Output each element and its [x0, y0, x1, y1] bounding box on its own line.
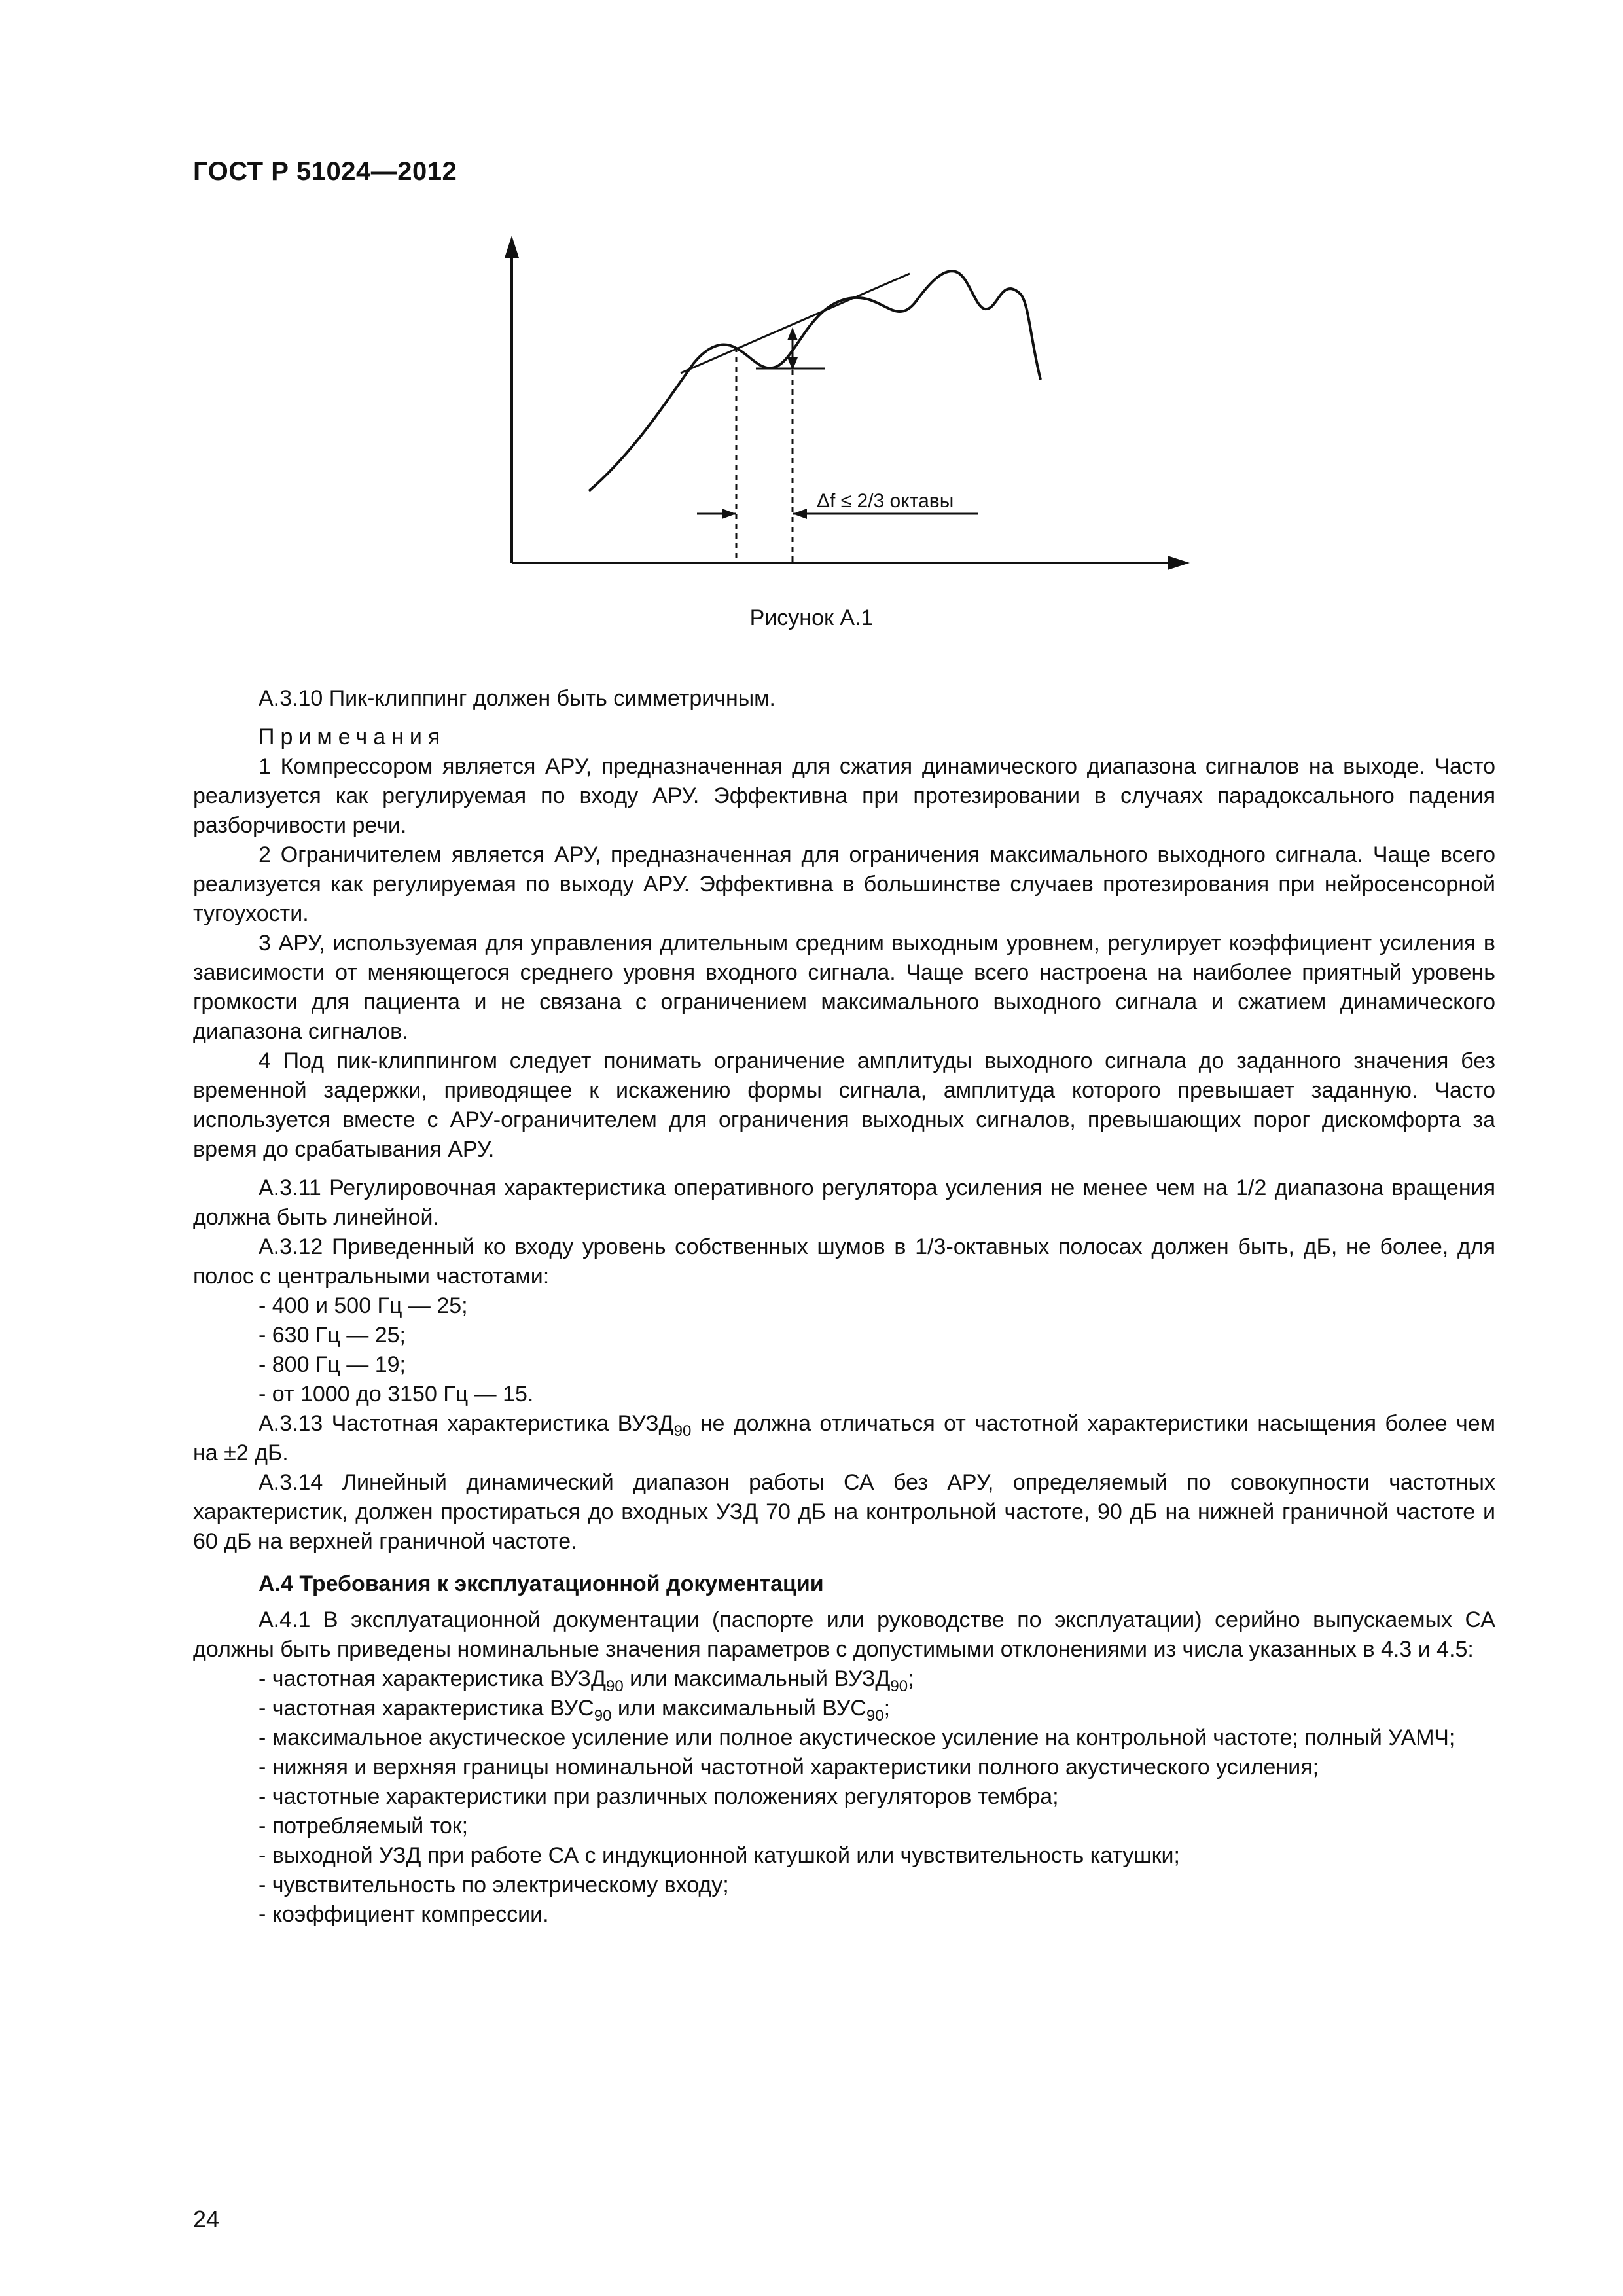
note-2: 2 Ограничителем является АРУ, предназначенная для ограничения максимального выходного сигнала. Чаще всего реализуется как регулируемая по выходу АРУ. Эффективна в большинстве случаев протезирования при нейросенсорной тугоухости.: [193, 842, 1495, 926]
figure-caption: Рисунок А.1: [749, 605, 874, 630]
list-item-text: ;: [908, 1666, 914, 1691]
document-header: ГОСТ Р 51024—2012: [193, 157, 457, 186]
subscript: 90: [605, 1677, 624, 1695]
list-item: - нижняя и верхняя границы номинальной частотной характеристики полного акустического усиления;: [259, 1755, 1319, 1780]
list-item: [193, 1694, 1495, 1723]
list-item: - выходной УЗД при работе СА с индукционной катушкой или чувствительность катушки;: [259, 1843, 1180, 1868]
clause-a313: [193, 1409, 1495, 1468]
note-3: 3 АРУ, используемая для управления длительным средним выходным уровнем, регулирует коэффициент усиления в зависимости от меняющегося среднего уровня входного сигнала. Чаще всего настроена на наиболее приятный уровень громкости для пациента и не связана с ограничением максимального выходного сигнала и сжатием динамического диапазона сигналов.: [193, 931, 1495, 1044]
x-axis: [512, 556, 1190, 570]
note-1: 1 Компрессором является АРУ, предназначенная для сжатия динамического диапазона сигналов на выходе. Часто реализуется как регулируемая по входу АРУ. Эффективна при протезировании в случаях парадоксального падения разборчивости речи.: [193, 754, 1495, 838]
list-item-text: или максимальный ВУЗД: [623, 1666, 891, 1691]
delta-f-label: Δf ≤ 2/3 октавы: [817, 490, 954, 512]
clause-a312: А.3.12 Приведенный ко входу уровень собственных шумов в 1/3-октавных полосах должен быть, дБ, не более, для полос с центральными частотами:: [193, 1234, 1495, 1289]
list-item: [193, 1664, 1495, 1694]
page-number: 24: [193, 2206, 220, 2233]
subscript: 90: [866, 1707, 884, 1725]
response-curve: [589, 271, 1041, 491]
list-item-text: - частотная характеристика ВУЗД: [259, 1666, 606, 1691]
list-item-text: или максимальный ВУС: [611, 1696, 866, 1721]
list-item: - чувствительность по электрическому входу;: [259, 1873, 729, 1897]
list-item: - потребляемый ток;: [259, 1814, 469, 1839]
list-item: - коэффициент компрессии.: [259, 1902, 549, 1927]
document-body: [193, 684, 1495, 1929]
list-item-text: ;: [883, 1696, 891, 1721]
notes-title: Примечания: [259, 725, 446, 749]
clause-a311: А.3.11 Регулировочная характеристика оперативного регулятора усиления не менее чем на 1/2 диапазона вращения должна быть линейной.: [193, 1175, 1495, 1230]
y-axis: [505, 236, 519, 563]
figure-a1: [497, 236, 1191, 589]
list-item: - от 1000 до 3150 Гц — 15.: [259, 1382, 534, 1407]
list-item: - 800 Гц — 19;: [259, 1352, 406, 1377]
clause-a313-text: не должна отличаться от частотной характеристики насыщения более чем на ±2 дБ.: [193, 1411, 1496, 1465]
amplitude-arrow: [787, 327, 798, 370]
subscript: 90: [594, 1707, 612, 1725]
list-item: - частотные характеристики при различных положениях регуляторов тембра;: [259, 1784, 1059, 1809]
subscript: 90: [673, 1422, 692, 1440]
clause-a314: А.3.14 Линейный динамический диапазон работы СА без АРУ, определяемый по совокупности частотных характеристик, должен простираться до входных УЗД 70 дБ на контрольной частоте, 90 дБ на нижней граничной частоте и 60 дБ на верхней граничной частоте.: [193, 1470, 1495, 1554]
list-item: - 400 и 500 Гц — 25;: [259, 1293, 468, 1318]
list-item: - максимальное акустическое усиление или полное акустическое усиление на контрольной частоте; полный УАМЧ;: [259, 1725, 1455, 1750]
clause-a313-text: А.3.13 Частотная характеристика ВУЗД: [259, 1411, 674, 1436]
clause-a41: А.4.1 В эксплуатационной документации (паспорте или руководстве по эксплуатации) серийно выпускаемых СА должны быть приведены номинальные значения параметров с допустимыми отклонениями из числа указанных в 4.3 и 4.5:: [193, 1607, 1495, 1662]
list-item-text: - частотная характеристика ВУС: [259, 1696, 594, 1721]
list-item: - 630 Гц — 25;: [259, 1323, 406, 1348]
section-heading-a4: А.4 Требования к эксплуатационной документации: [259, 1571, 824, 1596]
clause-a310: А.3.10 Пик-клиппинг должен быть симметричным.: [259, 686, 776, 711]
note-4: 4 Под пик-клиппингом следует понимать ограничение амплитуды выходного сигнала до заданного значения без временной задержки, приводящее к искажению формы сигнала, амплитуда которого превышает заданную. Часто используется вместе с АРУ-ограничителем для ограничения выходных сигналов, превышающих порог дискомфорта за время до срабатывания АРУ.: [193, 1049, 1495, 1162]
subscript: 90: [890, 1677, 908, 1695]
